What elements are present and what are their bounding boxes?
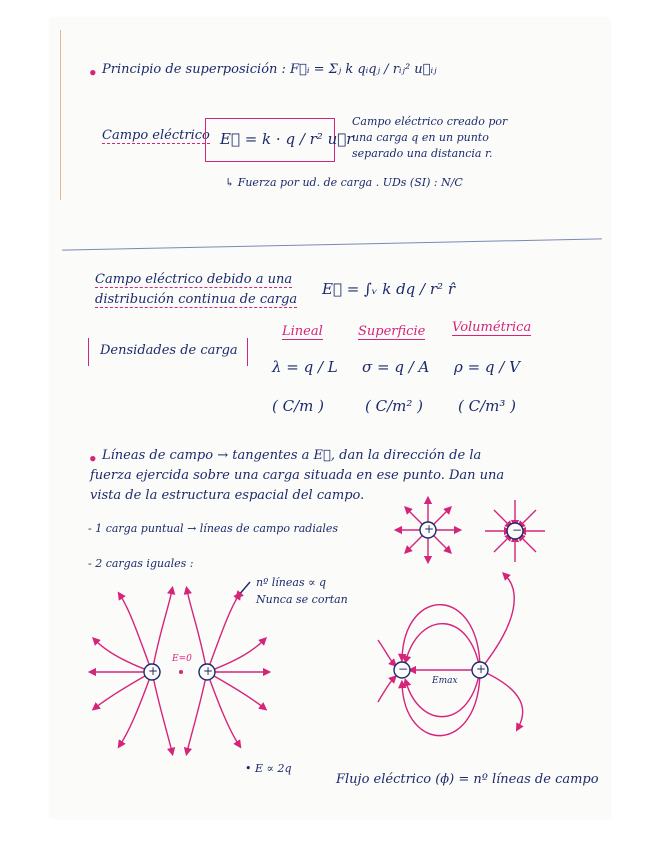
formula-lineal: λ = q / L [272, 358, 338, 376]
dipole-diagram [378, 575, 523, 736]
bullet: • [88, 450, 98, 468]
lineas-line-2: fuerza ejercida sobre una carga situada en ese punto. Dan una [90, 468, 505, 483]
charge-sign-right: + [203, 664, 214, 678]
two-equal-charges-diagram [92, 590, 267, 752]
superposition-formula: F⃗ᵢ = Σⱼ k qᵢqⱼ / rᵢⱼ² u⃗ᵢⱼ [290, 62, 437, 77]
units-superficie: ( C/m² ) [365, 397, 424, 415]
note-line-2: una carga q en un punto [352, 131, 489, 144]
charge-sign-left: + [148, 664, 159, 678]
note-line-3: separado una distancia r. [352, 147, 493, 160]
e-max-label: Emax [432, 676, 458, 686]
col-head-lineal: Lineal [282, 324, 323, 339]
annotation-never-cross: Nunca se cortan [256, 593, 348, 606]
lineas-line-3: vista de la estructura espacial del campo. [90, 488, 365, 503]
col-head-superficie: Superficie [358, 324, 426, 339]
superposition-label: Principio de superposición : [102, 62, 286, 77]
item-carga-puntual: - 1 carga puntual → líneas de campo radiales [88, 522, 339, 535]
campo-electrico-label: Campo eléctrico [102, 128, 210, 143]
note-line-1: Campo eléctrico creado por [352, 115, 508, 128]
col-head-volumetrica: Volumétrica [452, 320, 532, 335]
campo-electrico-formula: E⃗ = k · q / r² u⃗r [220, 130, 354, 148]
units-note: ↳ Fuerza por ud. de carga . UDs (SI) : N/C [225, 176, 463, 189]
lineas-line-1: Líneas de campo → tangentes a E⃗, dan la dirección de la [102, 448, 482, 463]
bullet: • [88, 64, 98, 82]
units-lineal: ( C/m ) [272, 397, 324, 415]
distribucion-label-2: distribución continua de carga [95, 292, 298, 307]
distribucion-label-1: Campo eléctrico debido a una [95, 272, 293, 287]
item-cargas-iguales: - 2 cargas iguales : [88, 557, 194, 570]
negative-charge-sign: − [512, 523, 523, 537]
annotation-lines-proportional: nº líneas ∝ q [256, 576, 327, 589]
e-zero-label: E=0 [172, 654, 192, 664]
annotation-arrow [238, 582, 250, 596]
dipole-negative-sign: − [398, 662, 409, 676]
densidades-label: Densidades de carga [100, 343, 238, 358]
flux-definition: Flujo eléctrico (ϕ) = nº líneas de campo [336, 772, 599, 787]
distribucion-formula: E⃗ = ∫ᵥ k dq / r² r̂ [322, 280, 456, 298]
positive-charge-sign: + [424, 522, 435, 536]
formula-superficie: σ = q / A [362, 358, 430, 376]
units-volumetrica: ( C/m³ ) [458, 397, 517, 415]
formula-volumetrica: ρ = q / V [454, 358, 520, 376]
dipole-positive-sign: + [476, 662, 487, 676]
e-proportional-label: • E ∝ 2q [245, 762, 292, 775]
